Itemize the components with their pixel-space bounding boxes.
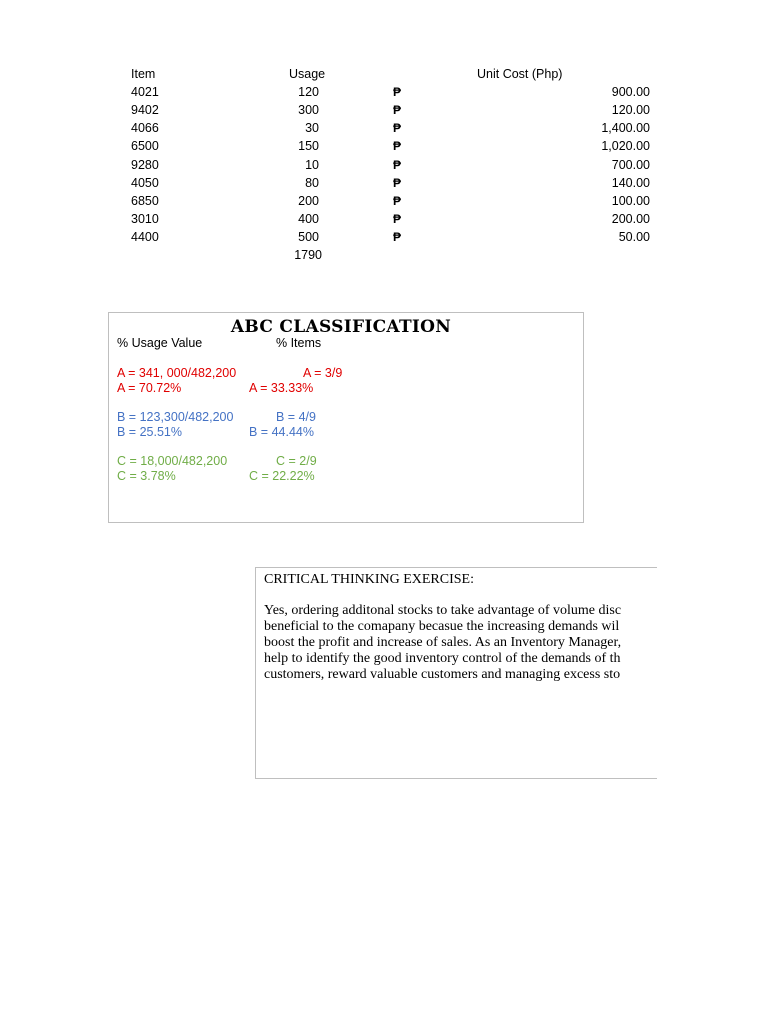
usage-value: 120 — [298, 85, 319, 99]
unit-cost-value: 50.00 — [618, 230, 650, 244]
critical-thinking-line: boost the profit and increase of sales. As an Inventory Manager, — [264, 635, 622, 650]
unit-cost-value: 700.00 — [611, 158, 650, 172]
critical-thinking-box — [255, 567, 657, 779]
table-row — [0, 137, 768, 155]
unit-cost-value: 140.00 — [611, 176, 650, 190]
usage-value: 30 — [305, 121, 319, 135]
peso-sign: ₱ — [393, 139, 402, 153]
table-row — [0, 210, 768, 228]
peso-sign: ₱ — [393, 121, 402, 135]
peso-sign: ₱ — [393, 158, 402, 172]
table-row — [0, 83, 768, 101]
critical-thinking-line: beneficial to the comapany becasue the increasing demands wil — [264, 619, 620, 634]
class-b-items-ratio: B = 4/9 — [276, 410, 316, 424]
item-code: 6850 — [131, 194, 159, 208]
item-code: 4066 — [131, 121, 159, 135]
class-a-items-percent: A = 33.33% — [249, 381, 314, 395]
critical-thinking-line: help to identify the good inventory control of the demands of th — [264, 651, 621, 666]
unit-cost-value: 100.00 — [611, 194, 650, 208]
item-code: 6500 — [131, 139, 159, 153]
peso-sign: ₱ — [393, 194, 402, 208]
critical-thinking-line: customers, reward valuable customers and managing excess sto — [264, 667, 621, 682]
peso-sign: ₱ — [393, 103, 402, 117]
table-total-row — [0, 246, 768, 264]
class-c-items-percent: C = 22.22% — [249, 469, 315, 483]
usage-value: 200 — [298, 194, 319, 208]
class-c-items-ratio: C = 2/9 — [276, 454, 317, 468]
item-code: 4021 — [131, 85, 159, 99]
usage-value: 500 — [298, 230, 319, 244]
table-header-row — [0, 65, 768, 83]
critical-thinking-line: Yes, ordering additonal stocks to take advantage of volume disc — [264, 603, 622, 618]
item-code: 4400 — [131, 230, 159, 244]
class-c-ratio: C = 18,000/482,200 — [117, 454, 228, 468]
header-item: Item — [131, 67, 156, 81]
item-code: 9402 — [131, 103, 159, 117]
class-b-items-percent: B = 44.44% — [249, 425, 314, 439]
unit-cost-value: 900.00 — [611, 85, 650, 99]
usage-value: 10 — [305, 158, 319, 172]
header-usage: Usage — [289, 67, 326, 81]
class-a-items-ratio: A = 3/9 — [303, 366, 343, 380]
abc-classification-box — [108, 312, 584, 523]
peso-sign: ₱ — [393, 176, 402, 190]
unit-cost-value: 1,400.00 — [601, 121, 650, 135]
usage-value: 400 — [298, 212, 319, 226]
item-code: 3010 — [131, 212, 159, 226]
item-code: 9280 — [131, 158, 159, 172]
class-b-percent: B = 25.51% — [117, 425, 182, 439]
col-usage-value-label: % Usage Value — [117, 336, 203, 350]
class-a-percent: A = 70.72% — [117, 381, 182, 395]
abc-title-text: ABC CLASSIFICATION — [230, 317, 452, 337]
usage-value: 150 — [298, 139, 319, 153]
abc-title — [109, 317, 585, 337]
header-unit-cost: Unit Cost (Php) — [477, 67, 563, 81]
table-row — [0, 101, 768, 119]
class-a-ratio: A = 341, 000/482,200 — [117, 366, 237, 380]
usage-total: 1790 — [294, 248, 322, 262]
unit-cost-value: 200.00 — [611, 212, 650, 226]
critical-thinking-title: CRITICAL THINKING EXERCISE: — [264, 572, 474, 587]
class-b-ratio: B = 123,300/482,200 — [117, 410, 234, 424]
table-row — [0, 228, 768, 246]
table-row — [0, 156, 768, 174]
unit-cost-value: 120.00 — [611, 103, 650, 117]
peso-sign: ₱ — [393, 85, 402, 99]
table-row — [0, 174, 768, 192]
col-items-label: % Items — [276, 336, 322, 350]
table-row — [0, 192, 768, 210]
table-row — [0, 119, 768, 137]
peso-sign: ₱ — [393, 230, 402, 244]
peso-sign: ₱ — [393, 212, 402, 226]
critical-thinking-body — [264, 603, 621, 683]
usage-value: 80 — [305, 176, 319, 190]
class-c-percent: C = 3.78% — [117, 469, 176, 483]
usage-value: 300 — [298, 103, 319, 117]
unit-cost-value: 1,020.00 — [601, 139, 650, 153]
item-code: 4050 — [131, 176, 159, 190]
